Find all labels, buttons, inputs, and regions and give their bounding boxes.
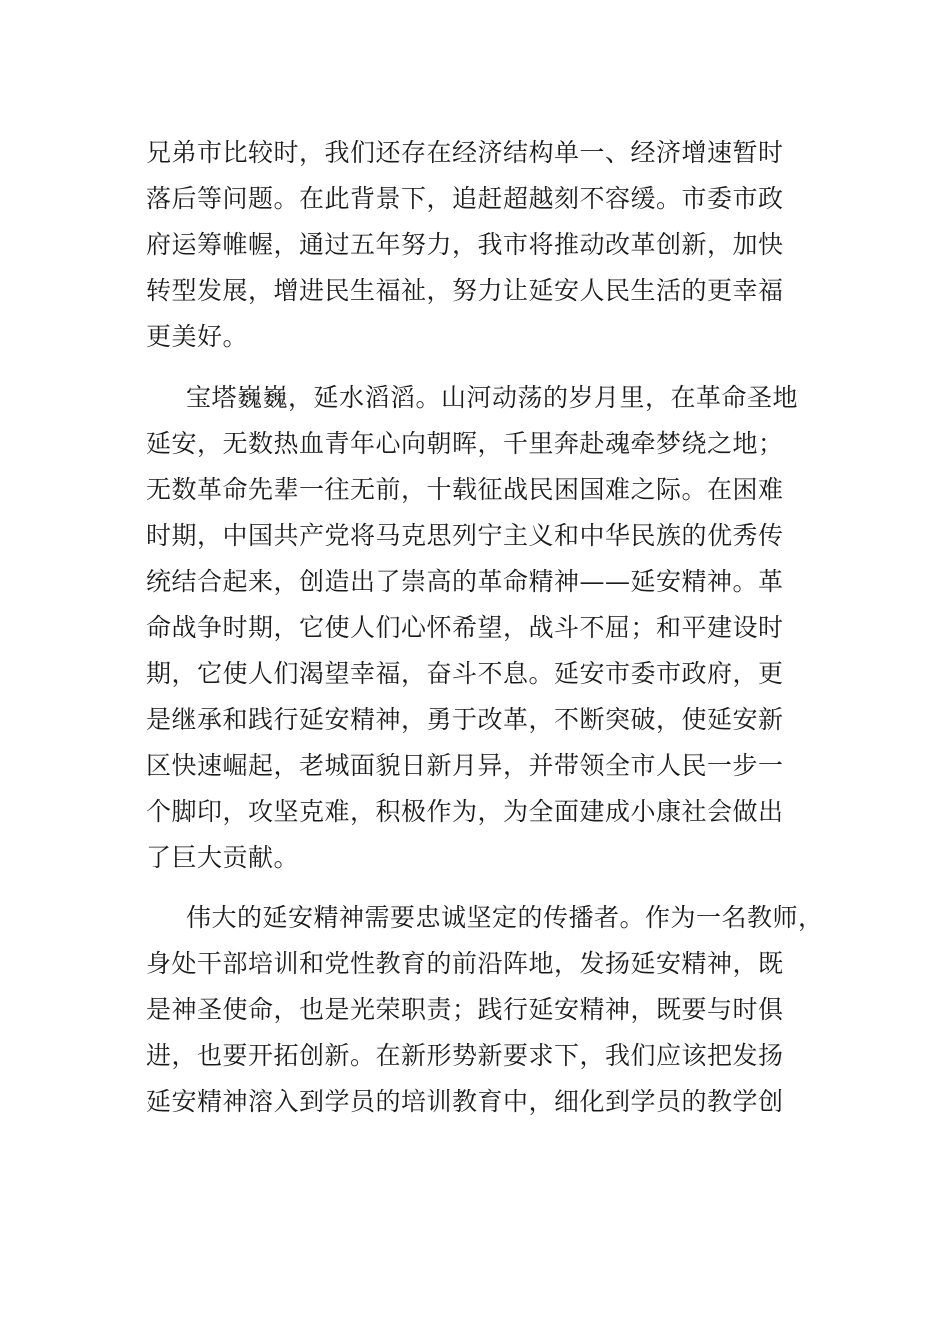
paragraph-2-line-10: 个脚印，攻坚克难，积极作为，为全面建成小康社会做出 [146,797,784,826]
paragraph-2-line-4: 时期，中国共产党将马克思列宁主义和中华民族的优秀传 [146,521,784,550]
paragraph-2-line-3: 无数革命先辈一往无前，十载征战民困国难之际。在困难 [146,475,784,504]
paragraph-2-line-7: 期，它使人们渴望幸福，奋斗不息。延安市委市政府，更 [146,659,784,688]
paragraph-2-line-5: 统结合起来，创造出了崇高的革命精神——延安精神。革 [146,567,784,596]
paragraph-2-line-8: 是继承和践行延安精神，勇于改革，不断突破，使延安新 [146,705,784,734]
paragraph-2-line-9: 区快速崛起，老城面貌日新月异，并带领全市人民一步一 [146,751,784,780]
paragraph-3-line-2: 身处干部培训和党性教育的前沿阵地，发扬延安精神，既 [146,949,784,978]
paragraph-3-line-4: 进，也要开拓创新。在新形势新要求下，我们应该把发扬 [146,1041,784,1070]
paragraph-2-line-1: 宝塔巍巍，延水滔滔。山河动荡的岁月里，在革命圣地 [186,383,799,412]
paragraph-1-line-1: 兄弟市比较时，我们还存在经济结构单一、经济增速暂时 [146,138,784,167]
paragraph-3-line-1: 伟大的延安精神需要忠诚坚定的传播者。作为一名教师， [186,903,824,932]
paragraph-2-line-6: 命战争时期，它使人们心怀希望，战斗不屈；和平建设时 [146,613,784,642]
paragraph-2-line-11: 了巨大贡献。 [146,843,300,872]
paragraph-1-line-3: 府运筹帷幄，通过五年努力，我市将推动改革创新，加快 [146,230,784,259]
paragraph-1-line-2: 落后等问题。在此背景下，追赶超越刻不容缓。市委市政 [146,184,784,213]
paragraph-1-line-4: 转型发展，增进民生福祉，努力让延安人民生活的更幸福 [146,276,784,305]
paragraph-1-line-5: 更美好。 [146,322,249,351]
paragraph-3-line-3: 是神圣使命，也是光荣职责；践行延安精神，既要与时俱 [146,995,784,1024]
paragraph-3-line-5: 延安精神溶入到学员的培训教育中，细化到学员的教学创 [146,1087,784,1116]
paragraph-2-line-2: 延安，无数热血青年心向朝晖，千里奔赴魂牵梦绕之地； [146,429,784,458]
